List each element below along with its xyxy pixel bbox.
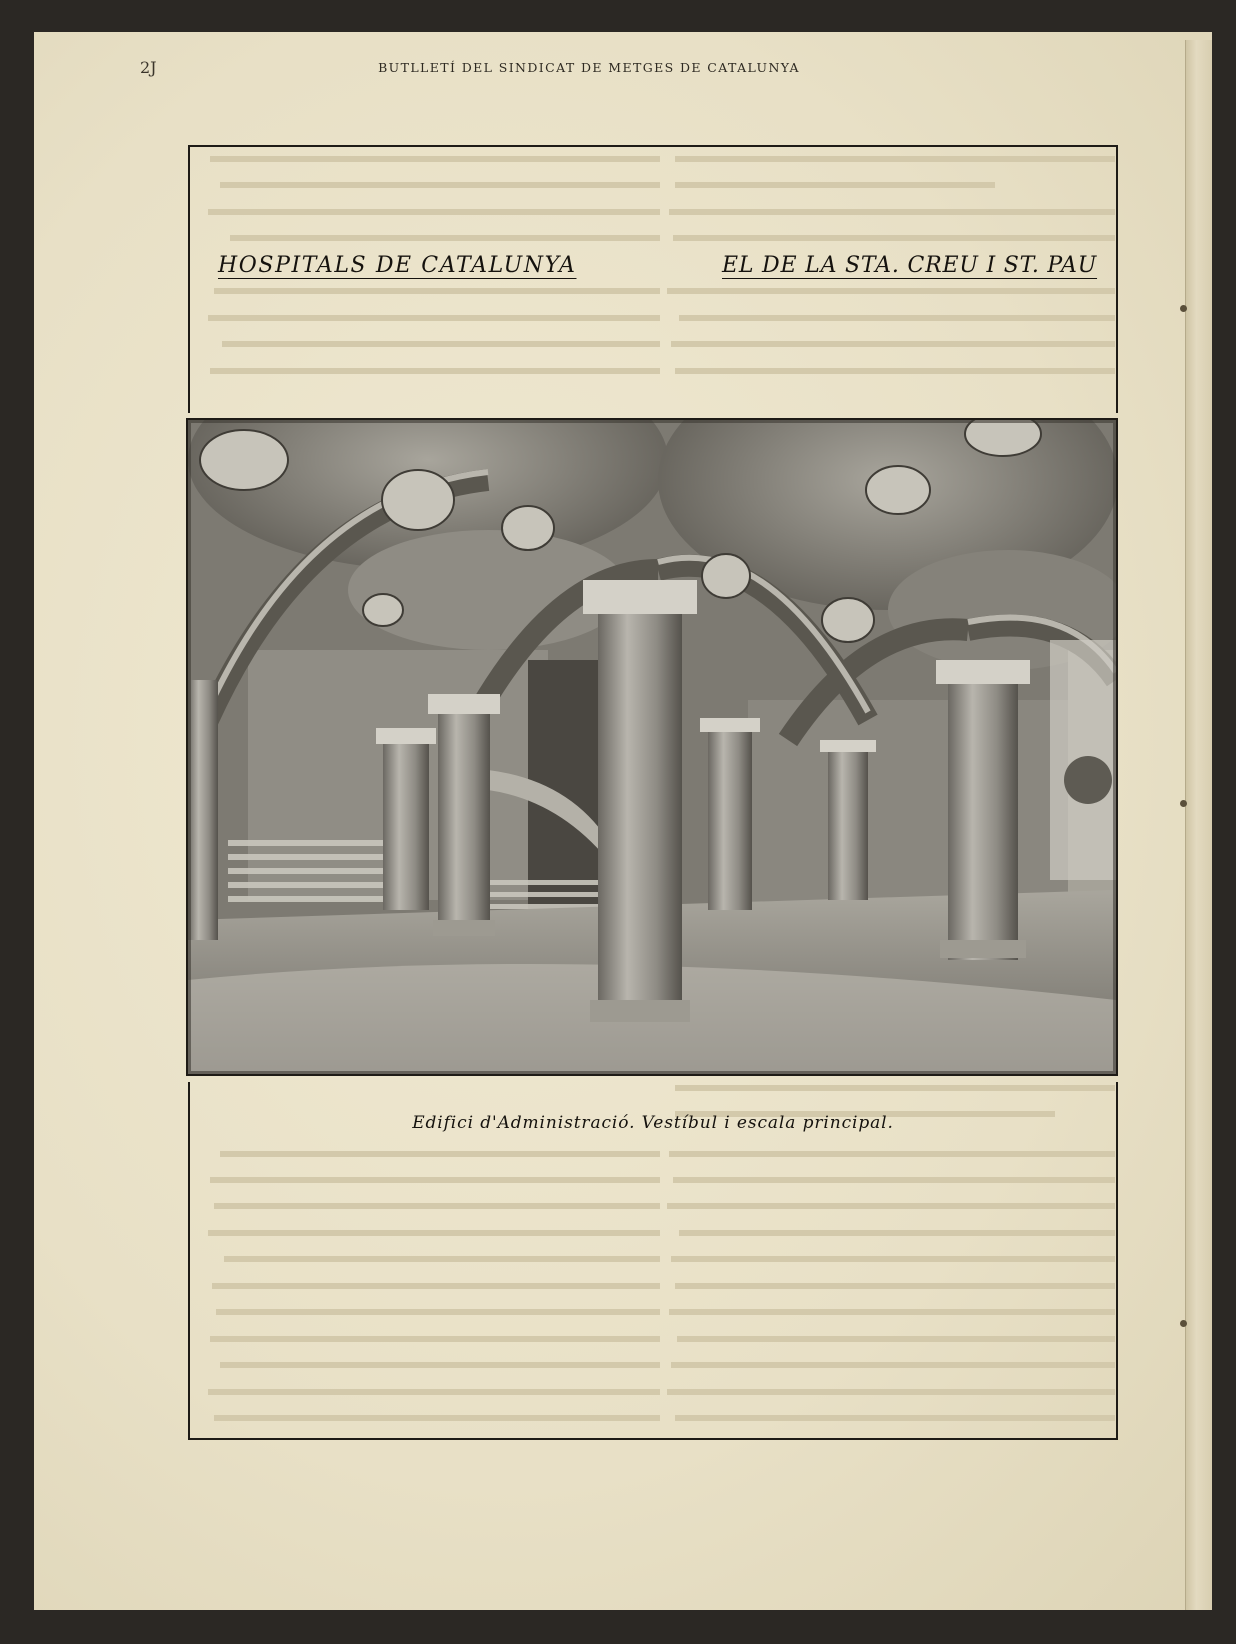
show-through-texture — [205, 1085, 660, 1440]
binding-mark — [1180, 1320, 1187, 1327]
binding-mark — [1180, 800, 1187, 807]
section-title-left: HOSPITALS DE CATALUNYA — [218, 253, 577, 278]
photo-caption: Edifici d'Administració. Vestíbul i escala principal. — [412, 1113, 894, 1133]
page-number: 2J — [140, 58, 157, 77]
next-page-edge — [1185, 40, 1212, 1610]
journal-title: BUTLLETÍ DEL SINDICAT DE METGES DE CATALUNYA — [378, 60, 800, 75]
section-title-right: EL DE LA STA. CREU I ST. PAU — [722, 253, 1098, 278]
show-through-texture — [665, 1085, 1115, 1440]
binding-mark — [1180, 305, 1187, 312]
vestibule-photograph — [186, 418, 1118, 1076]
